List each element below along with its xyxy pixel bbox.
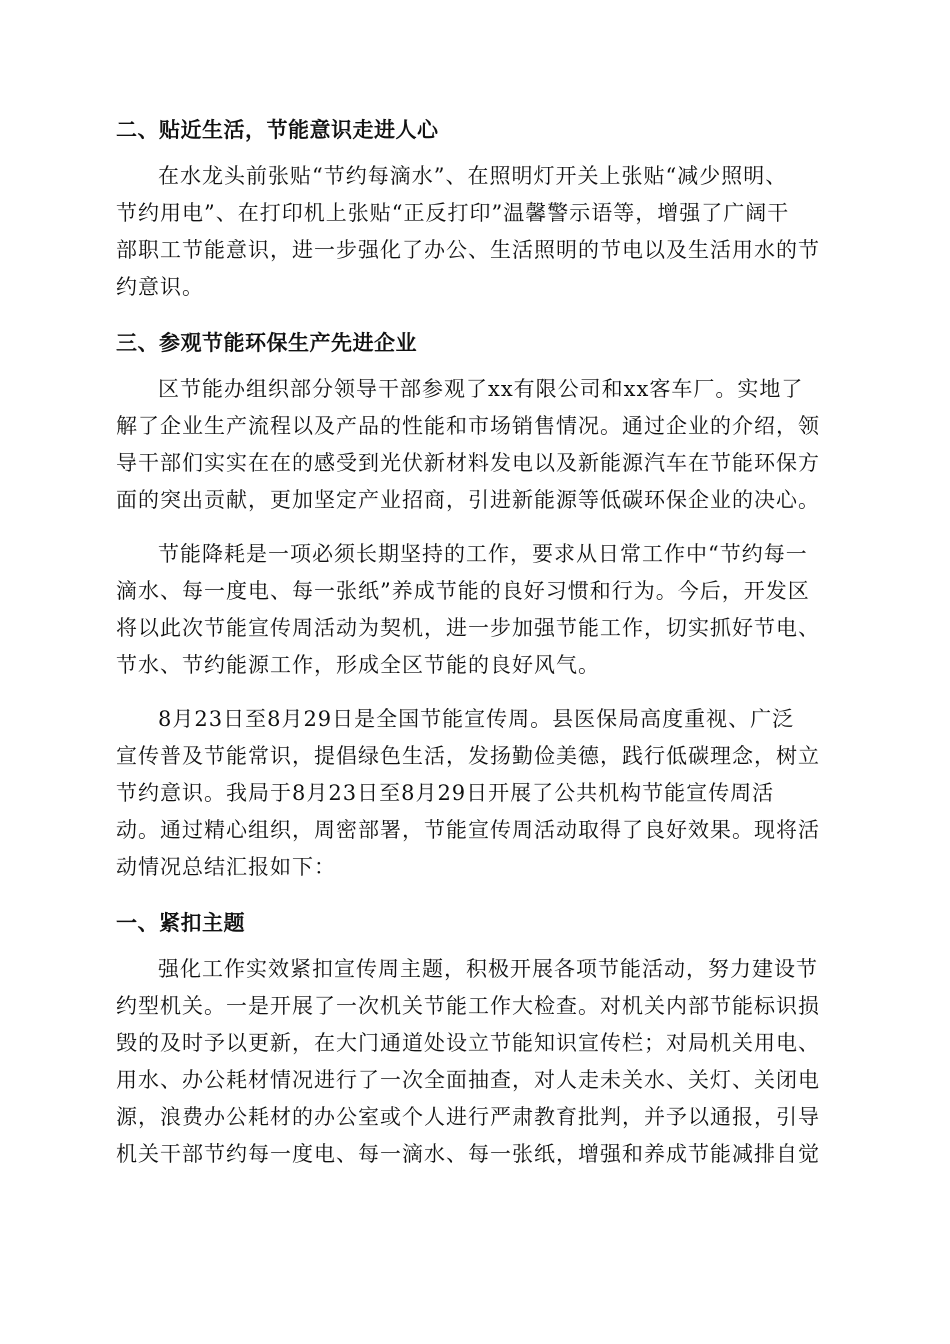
paragraph-line: 毁的及时予以更新，在大门通道处设立节能知识宣传栏；对局机关用电、 [116, 1031, 820, 1055]
paragraph-line: 节约意识。我局于8月23日至8月29日开展了公共机构节能宣传周活 [116, 781, 775, 805]
paragraph-line: 机关干部节约每一度电、每一滴水、每一张纸，增强和养成节能减排自觉 [116, 1142, 820, 1166]
section-heading: 二、贴近生活，节能意识走进人心 [116, 118, 439, 142]
paragraph [116, 371, 836, 519]
paragraph [116, 158, 836, 306]
paragraph-line: 面的突出贡献，更加坚定产业招商，引进新能源等低碳环保企业的决心。 [116, 488, 820, 512]
paragraph [116, 536, 836, 684]
paragraph-line: 将以此次节能宣传周活动为契机，进一步加强节能工作，切实抓好节电、 [116, 616, 820, 640]
paragraph-line: 部职工节能意识，进一步强化了办公、生活照明的节电以及生活用水的节 [116, 238, 820, 262]
paragraph-line: 8月23日至8月29日是全国节能宣传周。县医保局高度重视、广泛 [158, 707, 795, 731]
paragraph-line: 用水、办公耗材情况进行了一次全面抽查，对人走未关水、关灯、关闭电 [116, 1068, 820, 1092]
section-heading: 三、参观节能环保生产先进企业 [116, 331, 417, 355]
paragraph-line: 节约用电”、在打印机上张贴“正反打印”温馨警示语等，增强了广阔干 [116, 201, 790, 225]
paragraph-line: 约意识。 [116, 275, 204, 299]
paragraph-line: 在水龙头前张贴“节约每滴水”、在照明灯开关上张贴“减少照明、 [158, 164, 788, 188]
paragraph-line: 动情况总结汇报如下： [116, 855, 336, 879]
paragraph-line: 约型机关。一是开展了一次机关节能工作大检查。对机关内部节能标识损 [116, 994, 820, 1018]
paragraph-line: 源，浪费办公耗材的办公室或个人进行严肃教育批判，并予以通报，引导 [116, 1105, 820, 1129]
paragraph-line: 节水、节约能源工作，形成全区节能的良好风气。 [116, 653, 600, 677]
paragraph-line: 强化工作实效紧扣宣传周主题，积极开展各项节能活动，努力建设节 [158, 957, 818, 981]
paragraph-line: 区节能办组织部分领导干部参观了xx有限公司和xx客车厂。实地了 [158, 377, 804, 401]
paragraph [116, 951, 836, 1173]
paragraph-line: 动。通过精心组织，周密部署，节能宣传周活动取得了良好效果。现将活 [116, 818, 820, 842]
paragraph [116, 701, 836, 886]
paragraph-line: 解了企业生产流程以及产品的性能和市场销售情况。通过企业的介绍，领 [116, 414, 820, 438]
paragraph-line: 宣传普及节能常识，提倡绿色生活，发扬勤俭美德，践行低碳理念，树立 [116, 744, 820, 768]
paragraph-line: 节能降耗是一项必须长期坚持的工作，要求从日常工作中“节约每一 [158, 542, 808, 566]
section-heading: 一、紧扣主题 [116, 911, 245, 935]
paragraph-line: 滴水、每一度电、每一张纸”养成节能的良好习惯和行为。今后，开发区 [116, 579, 810, 603]
document-body [116, 110, 836, 1190]
paragraph-line: 导干部们实实在在的感受到光伏新材料发电以及新能源汽车在节能环保方 [116, 451, 820, 475]
